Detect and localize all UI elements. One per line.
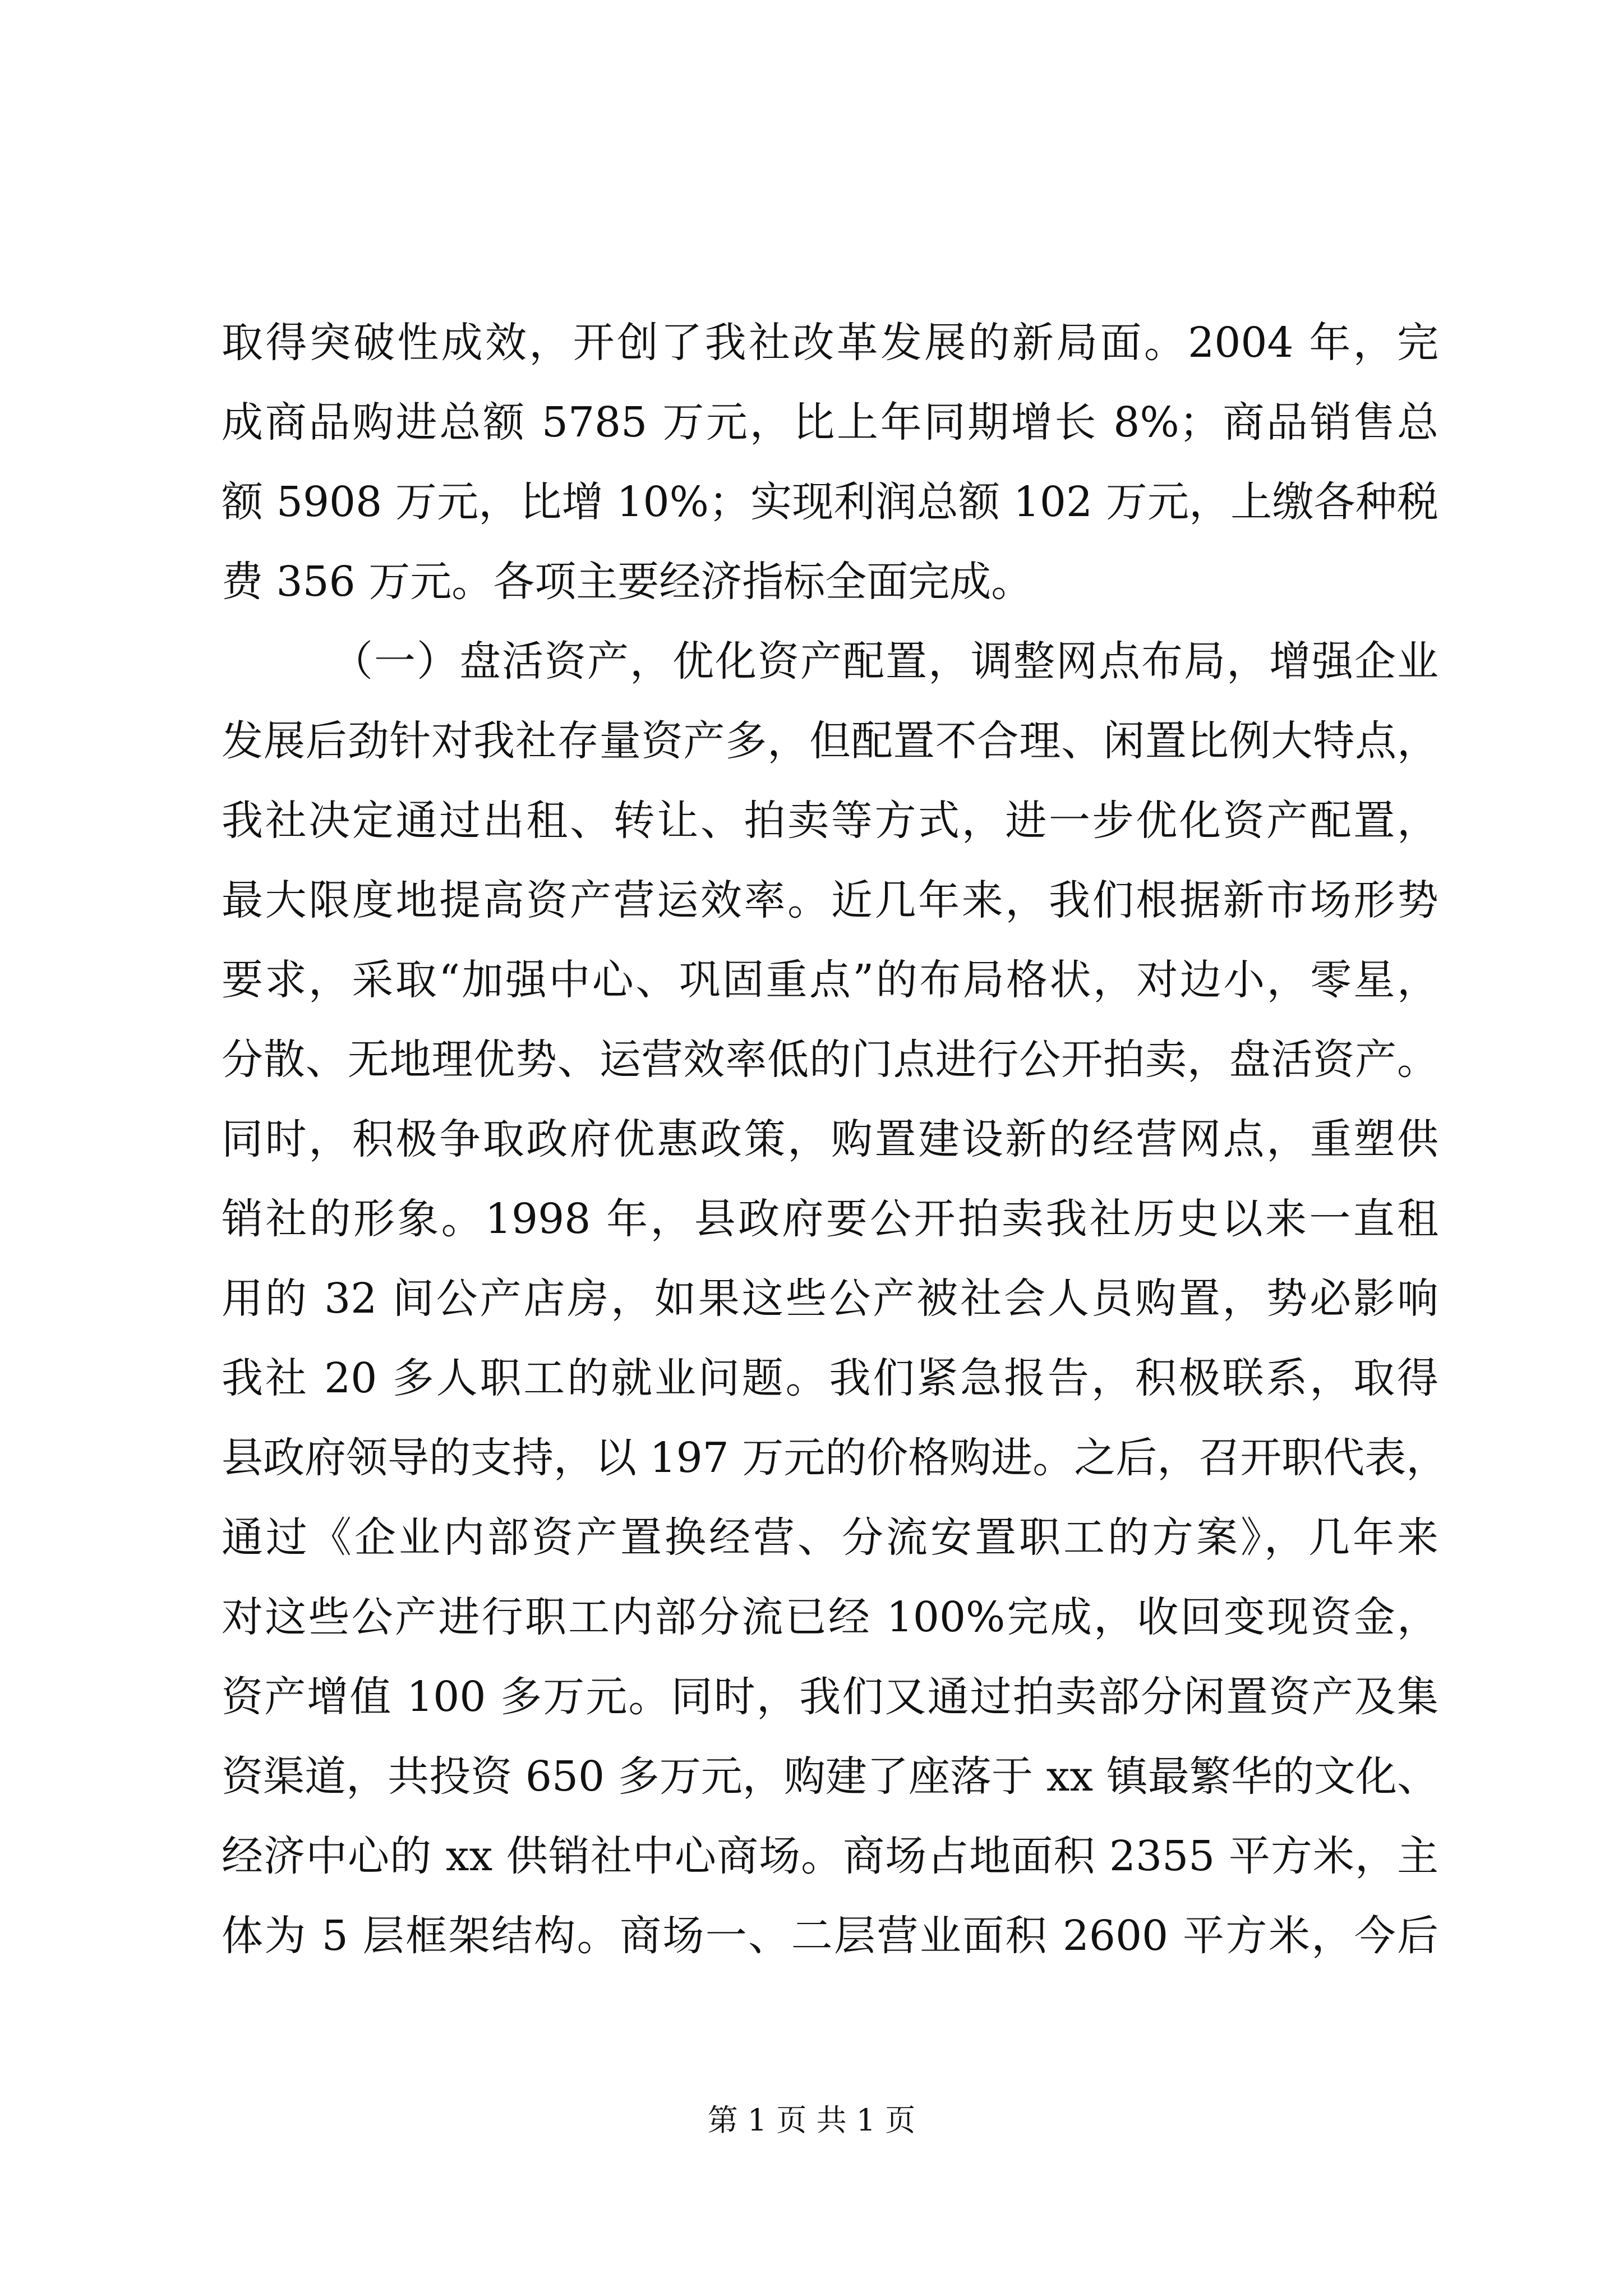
body-text <box>222 303 1448 1976</box>
text-line: 成商品购进总额 5785 万元，比上年同期增长 8%；商品销售总 <box>222 398 1438 447</box>
text-line: 分散、无地理优势、运营效率低的门点进行公开拍卖，盘活资产。 <box>222 1036 1438 1084</box>
text-line: 县政府领导的支持，以 197 万元的价格购进。之后，召开职代表， <box>222 1434 1448 1482</box>
text-line: 额 5908 万元，比增 10%；实现利润总额 102 万元，上缴各种税 <box>222 478 1438 526</box>
text-line: 资渠道，共投资 650 多万元，购建了座落于 xx 镇最繁华的文化、 <box>222 1752 1438 1801</box>
text-line: （一）盘活资产，优化资产配置，调整网点布局，增强企业 <box>331 637 1438 685</box>
text-line: 要求，采取“加强中心、巩固重点”的布局格状，对边小，零星， <box>222 956 1438 1004</box>
page-number: 第 1 页 共 1 页 <box>707 2102 916 2138</box>
text-line: 经济中心的 xx 供销社中心商场。商场占地面积 2355 平方米，主 <box>222 1832 1438 1880</box>
text-line: 我社决定通过出租、转让、拍卖等方式，进一步优化资产配置， <box>222 797 1438 845</box>
text-line: 用的 32 间公产店房，如果这些公产被社会人员购置，势必影响 <box>222 1274 1438 1323</box>
text-line: 同时，积极争取政府优惠政策，购置建设新的经营网点，重塑供 <box>222 1115 1438 1163</box>
text-line: 资产增值 100 多万元。同时，我们又通过拍卖部分闲置资产及集 <box>222 1673 1438 1721</box>
text-line: 通过《企业内部资产置换经营、分流安置职工的方案》，几年来 <box>222 1513 1438 1562</box>
paragraph-1 <box>222 303 1438 622</box>
text-line: 发展后劲针对我社存量资产多，但配置不合理、闲置比例大特点， <box>222 717 1438 765</box>
text-line: 费 356 万元。各项主要经济指标全面完成。 <box>222 558 1033 606</box>
text-line: 销社的形象。1998 年，县政府要公开拍卖我社历史以来一直租 <box>222 1195 1438 1243</box>
paragraph-2 <box>222 622 1448 1976</box>
text-line: 对这些公产进行职工内部分流已经 100%完成，收回变现资金， <box>222 1593 1438 1641</box>
page-footer <box>0 2101 1623 2140</box>
text-line: 取得突破性成效，开创了我社改革发展的新局面。2004 年，完 <box>222 319 1438 367</box>
text-line: 最大限度地提高资产营运效率。近几年来，我们根据新市场形势 <box>222 876 1438 924</box>
text-line: 我社 20 多人职工的就业问题。我们紧急报告，积极联系，取得 <box>222 1354 1438 1402</box>
text-line: 体为 5 层框架结构。商场一、二层营业面积 2600 平方米，今后 <box>222 1912 1438 1960</box>
